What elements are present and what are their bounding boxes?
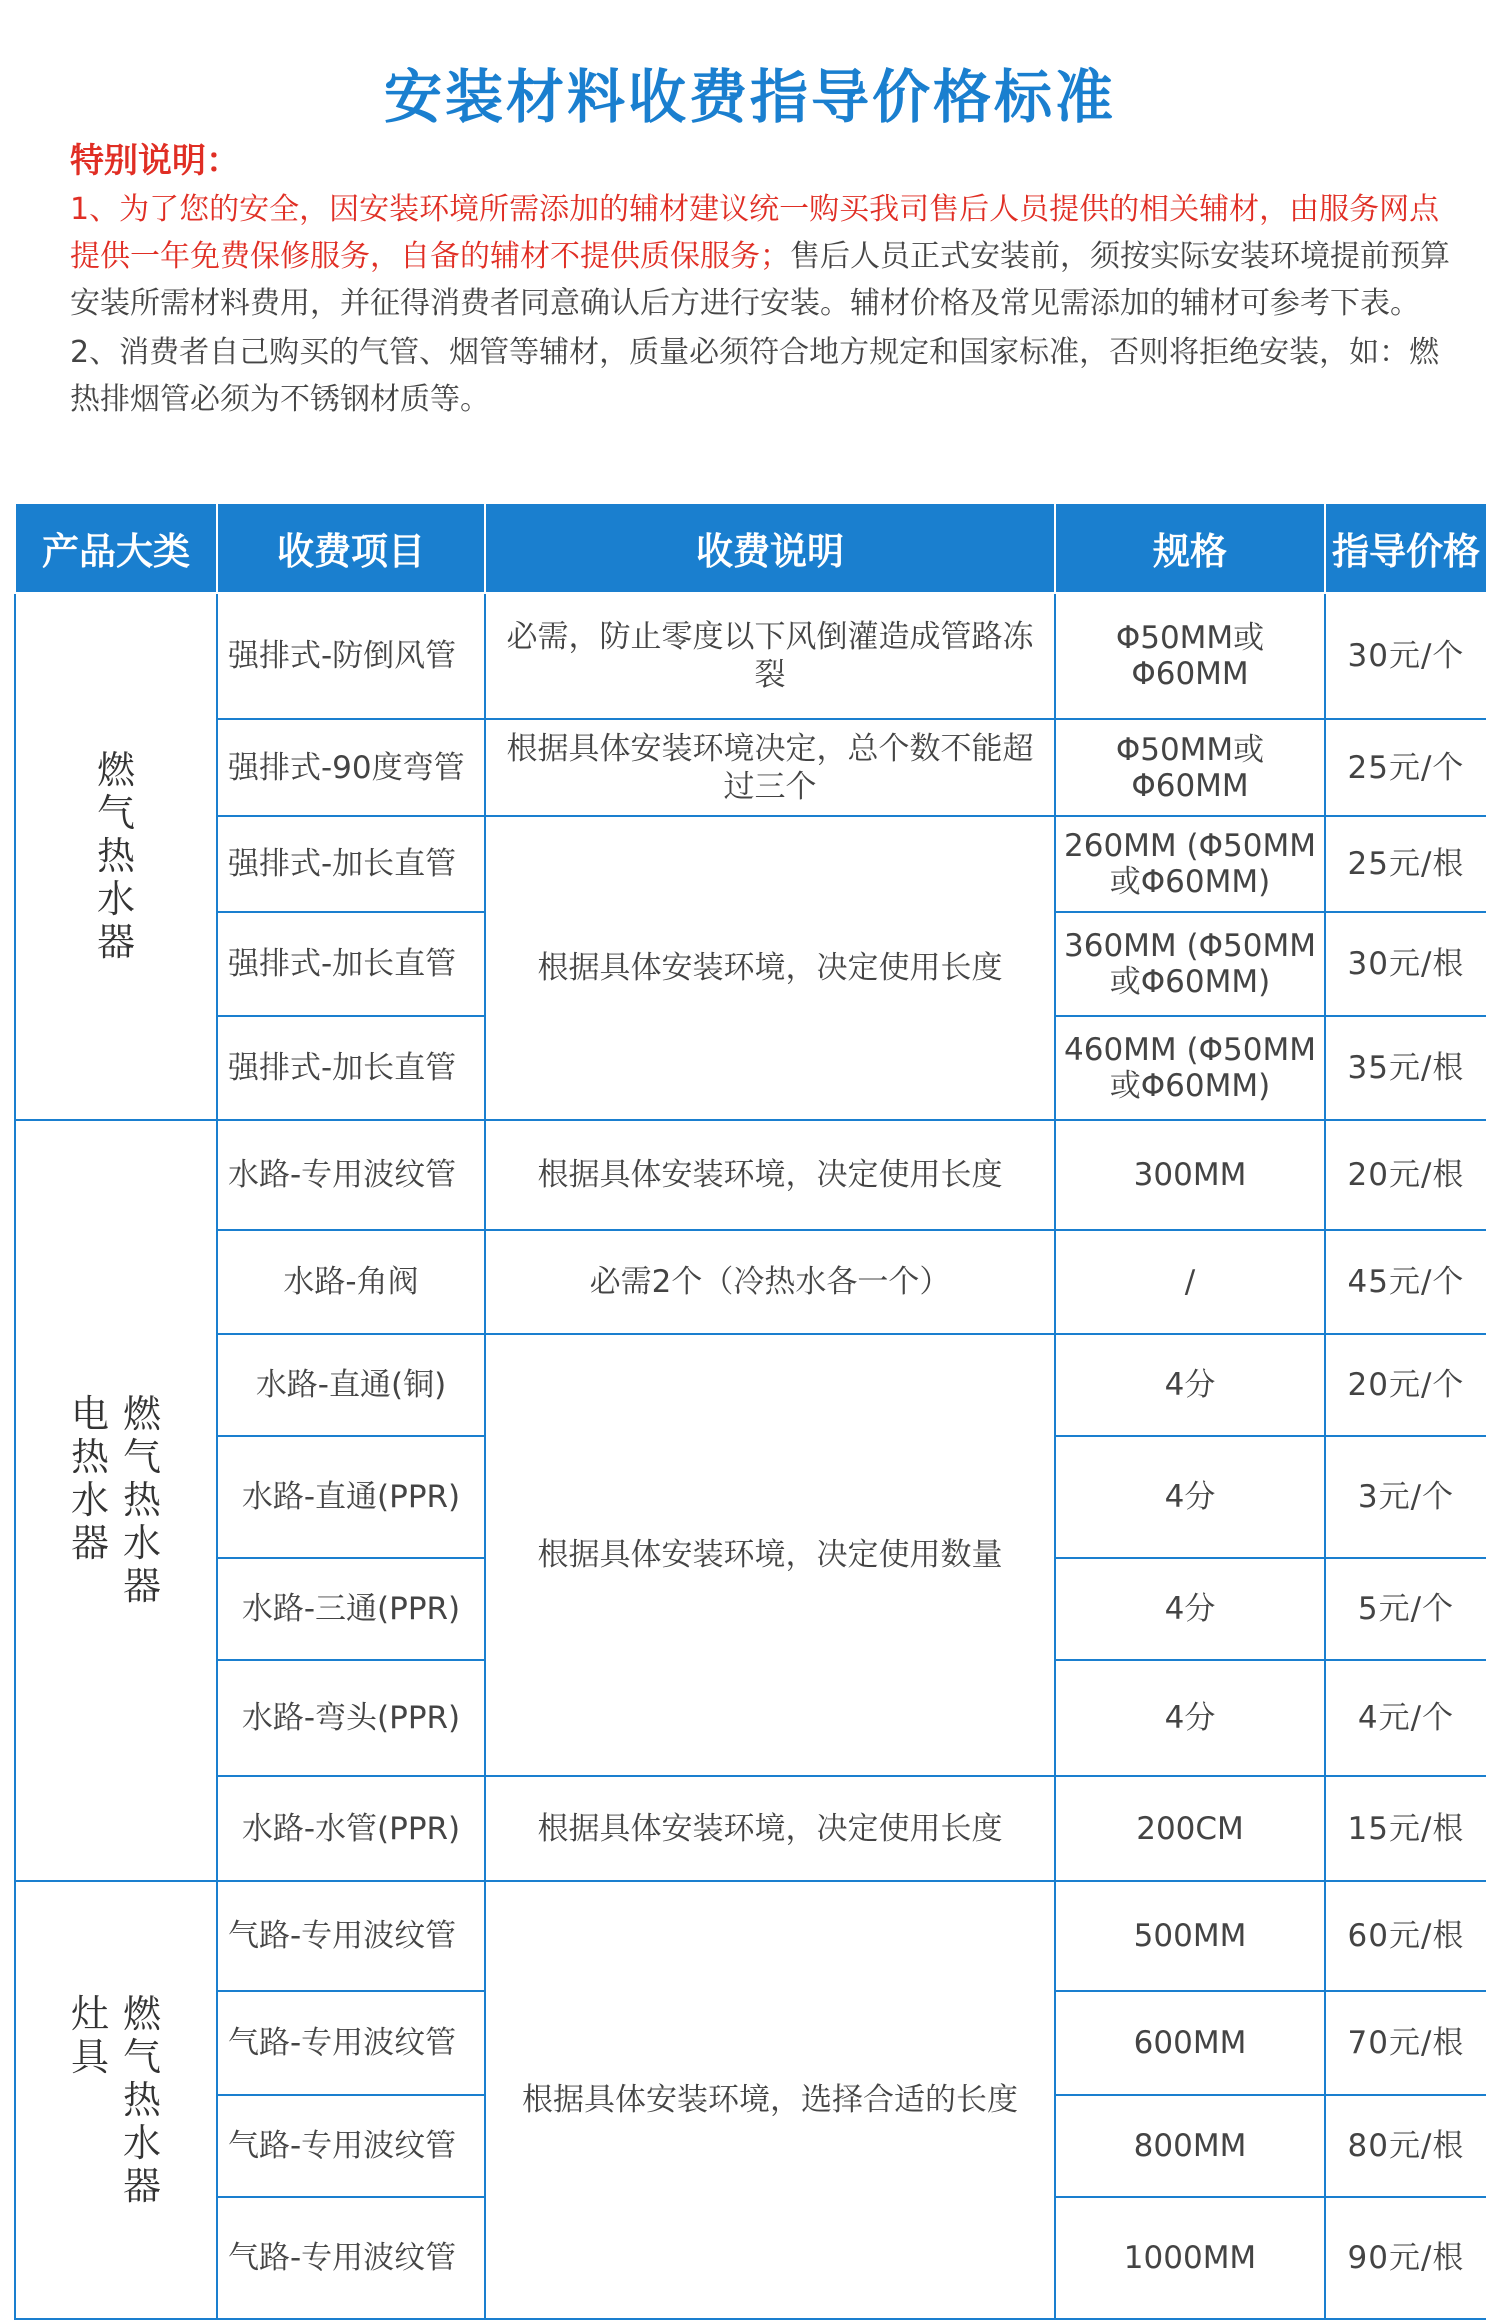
price-cell: 60元/根	[1325, 1881, 1486, 1991]
item-cell: 水路-直通(铜)	[217, 1334, 485, 1436]
category-label-electric: 电 热 水 器	[70, 1392, 109, 1565]
table-row	[15, 816, 1486, 912]
price-cell: 80元/根	[1325, 2095, 1486, 2197]
spec-cell: 4分	[1055, 1436, 1325, 1558]
price-cell: 20元/根	[1325, 1120, 1486, 1230]
price-cell: 45元/个	[1325, 1230, 1486, 1334]
table-row	[15, 1230, 1486, 1334]
spec-cell: 300MM	[1055, 1120, 1325, 1230]
description-cell: 根据具体安装环境，决定使用长度	[485, 1120, 1055, 1230]
category-stove	[15, 1881, 217, 2319]
description-cell: 根据具体安装环境，选择合适的长度	[485, 1881, 1055, 2319]
spec-cell: Φ50MM或Φ60MM	[1055, 593, 1325, 719]
spec-cell: 600MM	[1055, 1991, 1325, 2095]
table-row	[15, 1334, 1486, 1436]
spec-cell: Φ50MM或Φ60MM	[1055, 719, 1325, 816]
price-table	[14, 502, 1486, 2320]
header-price: 指导价格	[1325, 503, 1486, 593]
spec-cell: 4分	[1055, 1660, 1325, 1776]
page-title: 安装材料收费指导价格标准	[383, 63, 1116, 131]
spec-cell: 360MM (Φ50MM或Φ60MM)	[1055, 912, 1325, 1016]
category-label: 燃 气 热 水 器	[96, 748, 135, 964]
price-cell: 25元/根	[1325, 816, 1486, 912]
notice-paragraph-1	[70, 186, 1450, 327]
header-item: 收费项目	[217, 503, 485, 593]
price-cell: 90元/根	[1325, 2197, 1486, 2319]
spec-cell: /	[1055, 1230, 1325, 1334]
item-cell: 强排式-加长直管	[217, 912, 485, 1016]
table-row	[15, 593, 1486, 719]
notice-p1-text: 售后人员正式安装前，须按实际安装环境提前预算安装所需材料费用，并征得消费者同意确认后方进行安装。辅材价格及常见需添加的辅材可参考下表。	[70, 239, 1450, 321]
price-cell: 5元/个	[1325, 1558, 1486, 1660]
table-row	[15, 719, 1486, 816]
price-cell: 30元/根	[1325, 912, 1486, 1016]
item-cell: 强排式-防倒风管	[217, 593, 485, 719]
price-cell: 25元/个	[1325, 719, 1486, 816]
item-cell: 水路-专用波纹管	[217, 1120, 485, 1230]
spec-cell: 200CM	[1055, 1776, 1325, 1881]
table-row	[15, 1120, 1486, 1230]
spec-cell: 1000MM	[1055, 2197, 1325, 2319]
item-cell: 强排式-加长直管	[217, 1016, 485, 1120]
item-cell: 气路-专用波纹管	[217, 1991, 485, 2095]
item-cell: 水路-直通(PPR)	[217, 1436, 485, 1558]
description-cell: 根据具体安装环境，决定使用长度	[485, 1776, 1055, 1881]
description-cell: 必需，防止零度以下风倒灌造成管路冻裂	[485, 593, 1055, 719]
header-description: 收费说明	[485, 503, 1055, 593]
price-cell: 35元/根	[1325, 1016, 1486, 1120]
category-water-heaters	[15, 1120, 217, 1881]
special-notice	[70, 138, 1450, 423]
item-cell: 气路-专用波纹管	[217, 2197, 485, 2319]
spec-cell: 260MM (Φ50MM或Φ60MM)	[1055, 816, 1325, 912]
description-cell: 根据具体安装环境，决定使用长度	[485, 816, 1055, 1120]
description-cell: 根据具体安装环境，决定使用数量	[485, 1334, 1055, 1776]
notice-p1-highlight: 1、为了您的安全，因安装环境所需添加的辅材建议统一购买我司售后人员提供的相关辅材，由服务网点提供一年免费保修服务，自备的辅材不提供质保服务；	[70, 192, 1440, 274]
price-cell: 20元/个	[1325, 1334, 1486, 1436]
spec-cell: 4分	[1055, 1558, 1325, 1660]
item-cell: 气路-专用波纹管	[217, 1881, 485, 1991]
spec-cell: 800MM	[1055, 2095, 1325, 2197]
description-cell: 必需2个（冷热水各一个）	[485, 1230, 1055, 1334]
item-cell: 水路-角阀	[217, 1230, 485, 1334]
spec-cell: 500MM	[1055, 1881, 1325, 1991]
item-cell: 强排式-90度弯管	[217, 719, 485, 816]
category-label-gas: 燃 气 热 水 器	[123, 1991, 162, 2208]
price-cell: 4元/个	[1325, 1660, 1486, 1776]
item-cell: 强排式-加长直管	[217, 816, 485, 912]
table-row	[15, 1776, 1486, 1881]
price-cell: 15元/根	[1325, 1776, 1486, 1881]
table-header-row	[15, 503, 1486, 593]
price-cell: 30元/个	[1325, 593, 1486, 719]
item-cell: 水路-三通(PPR)	[217, 1558, 485, 1660]
description-cell: 根据具体安装环境决定，总个数不能超过三个	[485, 719, 1055, 816]
price-table-container	[14, 502, 1486, 2322]
notice-heading: 特别说明：	[70, 141, 240, 181]
header-category: 产品大类	[15, 503, 217, 593]
item-cell: 气路-专用波纹管	[217, 2095, 485, 2197]
item-cell: 水路-弯头(PPR)	[217, 1660, 485, 1776]
notice-paragraph-2: 2、消费者自己购买的气管、烟管等辅材，质量必须符合地方规定和国家标准，否则将拒绝安装，如：燃热排烟管必须为不锈钢材质等。	[70, 335, 1440, 417]
category-gas-heater	[15, 593, 217, 1120]
price-cell: 3元/个	[1325, 1436, 1486, 1558]
price-cell: 70元/根	[1325, 1991, 1486, 2095]
table-row	[15, 1881, 1486, 1991]
category-label-stove: 灶 具	[70, 1991, 109, 2079]
header-spec: 规格	[1055, 503, 1325, 593]
spec-cell: 460MM (Φ50MM或Φ60MM)	[1055, 1016, 1325, 1120]
item-cell: 水路-水管(PPR)	[217, 1776, 485, 1881]
category-label-gas: 燃 气 热 水 器	[123, 1392, 162, 1608]
spec-cell: 4分	[1055, 1334, 1325, 1436]
